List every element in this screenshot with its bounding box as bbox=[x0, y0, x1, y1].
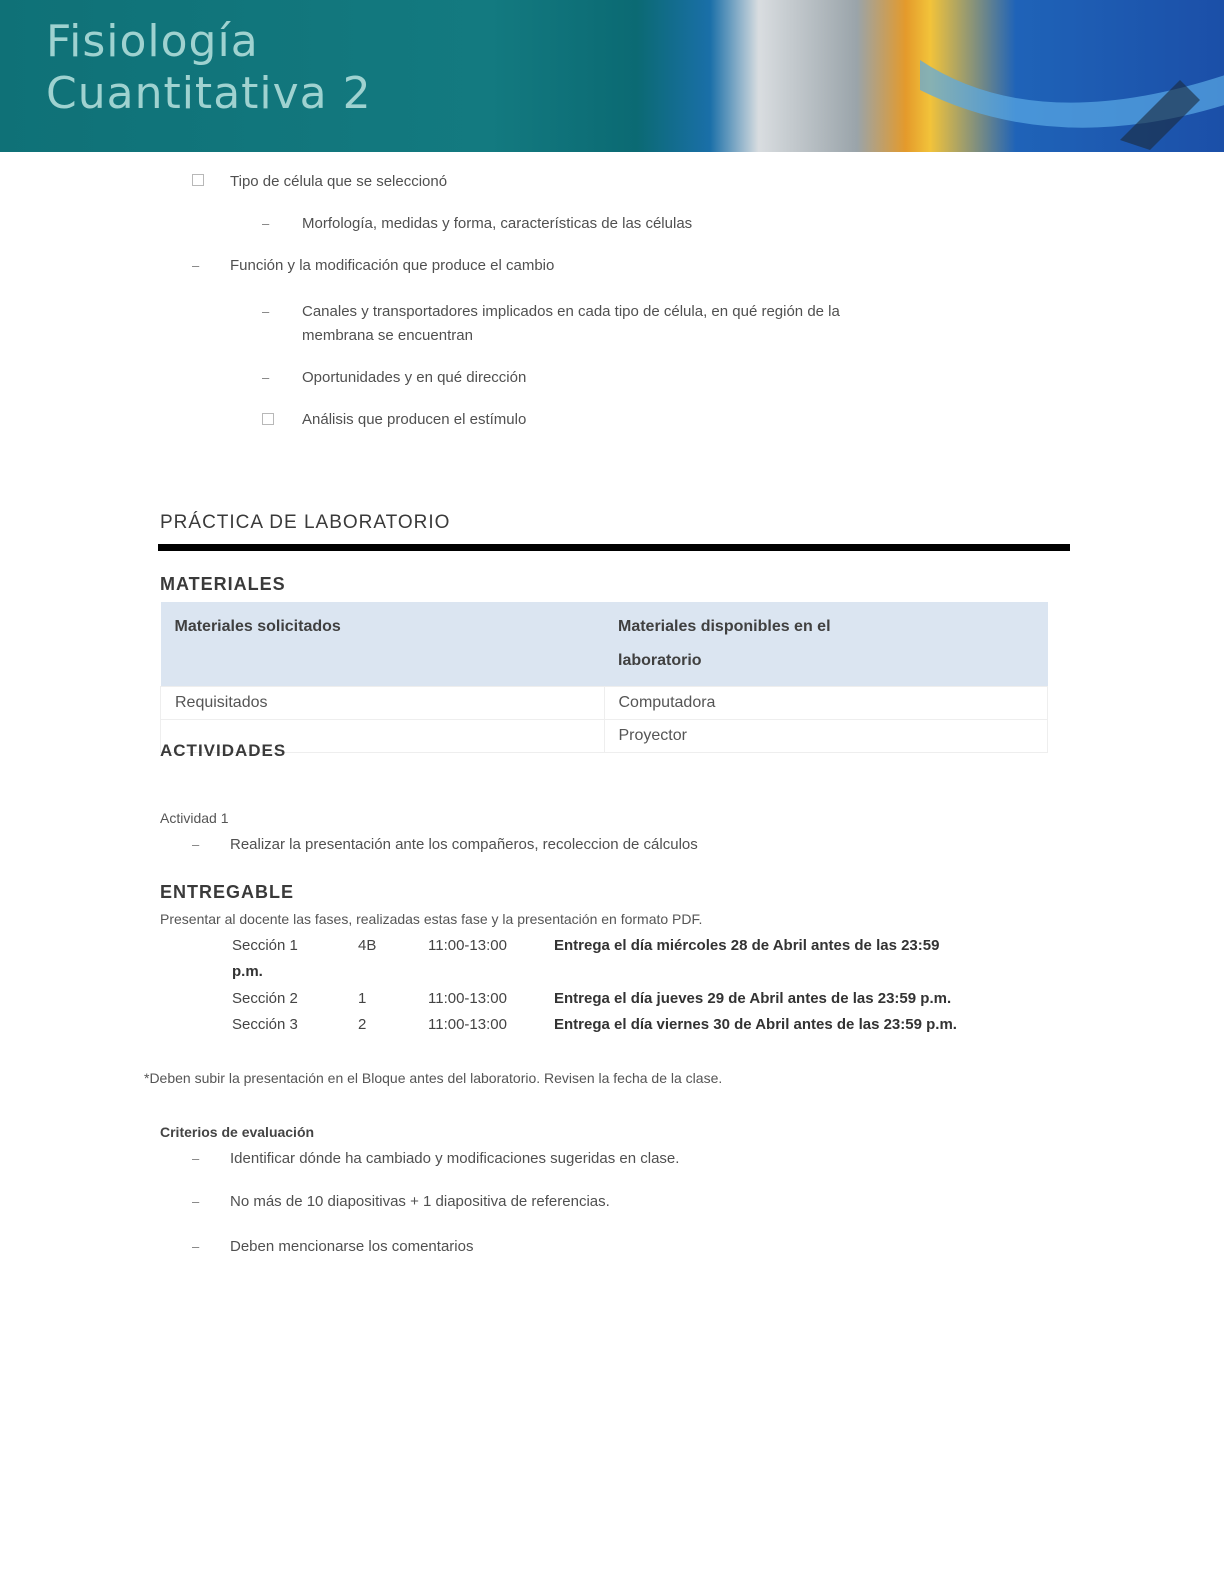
schedule-row bbox=[232, 937, 939, 954]
schedule-note: Entrega el día jueves 29 de Abril antes de las 23:59 p.m. bbox=[554, 990, 952, 1007]
table-header-cell: Materiales solicitados bbox=[161, 602, 605, 687]
activities-heading: ACTIVIDADES bbox=[160, 741, 287, 760]
table-header-text: laboratorio bbox=[618, 652, 702, 669]
table-header-row bbox=[161, 602, 1048, 687]
deliverables-intro: Presentar al docente las fases, realizadas estas fase y la presentación en formato PDF. bbox=[160, 911, 703, 927]
schedule-time: 11:00-13:00 bbox=[428, 937, 507, 954]
dash-bullet-icon: – bbox=[192, 258, 200, 273]
table-header-cell bbox=[604, 602, 1048, 687]
schedule-section: Sección 1 bbox=[232, 937, 298, 954]
materials-heading: MATERIALES bbox=[160, 574, 286, 594]
list-item: Deben mencionarse los comentarios bbox=[230, 1238, 474, 1255]
table-cell: Requisitados bbox=[161, 687, 605, 720]
list-item: Tipo de célula que se seleccionó bbox=[230, 173, 448, 190]
dash-bullet-icon: – bbox=[192, 1151, 200, 1166]
dash-bullet-icon: – bbox=[192, 837, 200, 852]
dash-bullet-icon: – bbox=[192, 1239, 200, 1254]
list-item: Oportunidades y en qué dirección bbox=[302, 369, 527, 386]
list-item: Canales y transportadores implicados en cada tipo de célula, en qué región de la bbox=[302, 303, 840, 320]
table-row bbox=[161, 720, 1048, 753]
schedule-group: 2 bbox=[358, 1016, 367, 1033]
section-title: PRÁCTICA DE LABORATORIO bbox=[160, 512, 451, 533]
schedule-note: Entrega el día miércoles 28 de Abril antes de las 23:59 bbox=[554, 937, 940, 954]
schedule-row bbox=[232, 990, 951, 1007]
list-item: Función y la modificación que produce el cambio bbox=[230, 257, 555, 274]
list-item: Identificar dónde ha cambiado y modificaciones sugeridas en clase. bbox=[230, 1150, 680, 1167]
table-cell: Proyector bbox=[604, 720, 1048, 753]
materials-table bbox=[160, 602, 1048, 753]
schedule-row-continuation bbox=[232, 963, 263, 980]
schedule-note: Entrega el día viernes 30 de Abril antes de las 23:59 p.m. bbox=[554, 1016, 957, 1033]
list-item: Morfología, medidas y forma, características de las células bbox=[302, 215, 693, 232]
table-cell: Computadora bbox=[604, 687, 1048, 720]
banner-title-line2: Cuantitativa 2 bbox=[46, 68, 372, 119]
list-item: Análisis que producen el estímulo bbox=[302, 411, 527, 428]
dash-bullet-icon: – bbox=[262, 216, 270, 231]
table-header-text: Materiales disponibles en el bbox=[618, 618, 831, 635]
schedule-section: Sección 3 bbox=[232, 1016, 298, 1033]
criteria-heading: Criterios de evaluación bbox=[160, 1124, 315, 1140]
section-divider bbox=[158, 544, 1070, 551]
banner-title-line1: Fisiología bbox=[46, 16, 259, 67]
dash-bullet-icon: – bbox=[192, 1194, 200, 1209]
schedule-time: 11:00-13:00 bbox=[428, 990, 507, 1007]
schedule-section: Sección 2 bbox=[232, 990, 298, 1007]
list-item: Realizar la presentación ante los compañeros, recoleccion de cálculos bbox=[230, 836, 698, 853]
square-bullet-icon bbox=[262, 413, 274, 428]
activity-subheading: Actividad 1 bbox=[160, 810, 229, 826]
deliverables-heading: ENTREGABLE bbox=[160, 882, 295, 902]
schedule-group: 1 bbox=[358, 990, 367, 1007]
dash-bullet-icon: – bbox=[262, 304, 270, 319]
schedule-row bbox=[232, 1016, 957, 1033]
schedule-time: 11:00-13:00 bbox=[428, 1016, 507, 1033]
table-row bbox=[161, 687, 1048, 720]
footnote: *Deben subir la presentación en el Bloque antes del laboratorio. Revisen la fecha de la clase. bbox=[144, 1070, 723, 1086]
schedule-group: 4B bbox=[358, 937, 377, 954]
schedule-note-continuation: p.m. bbox=[232, 963, 263, 980]
dash-bullet-icon: – bbox=[262, 370, 270, 385]
list-item: No más de 10 diapositivas + 1 diapositiva de referencias. bbox=[230, 1193, 610, 1210]
list-item-continuation: membrana se encuentran bbox=[302, 327, 473, 344]
square-bullet-icon bbox=[192, 174, 204, 189]
